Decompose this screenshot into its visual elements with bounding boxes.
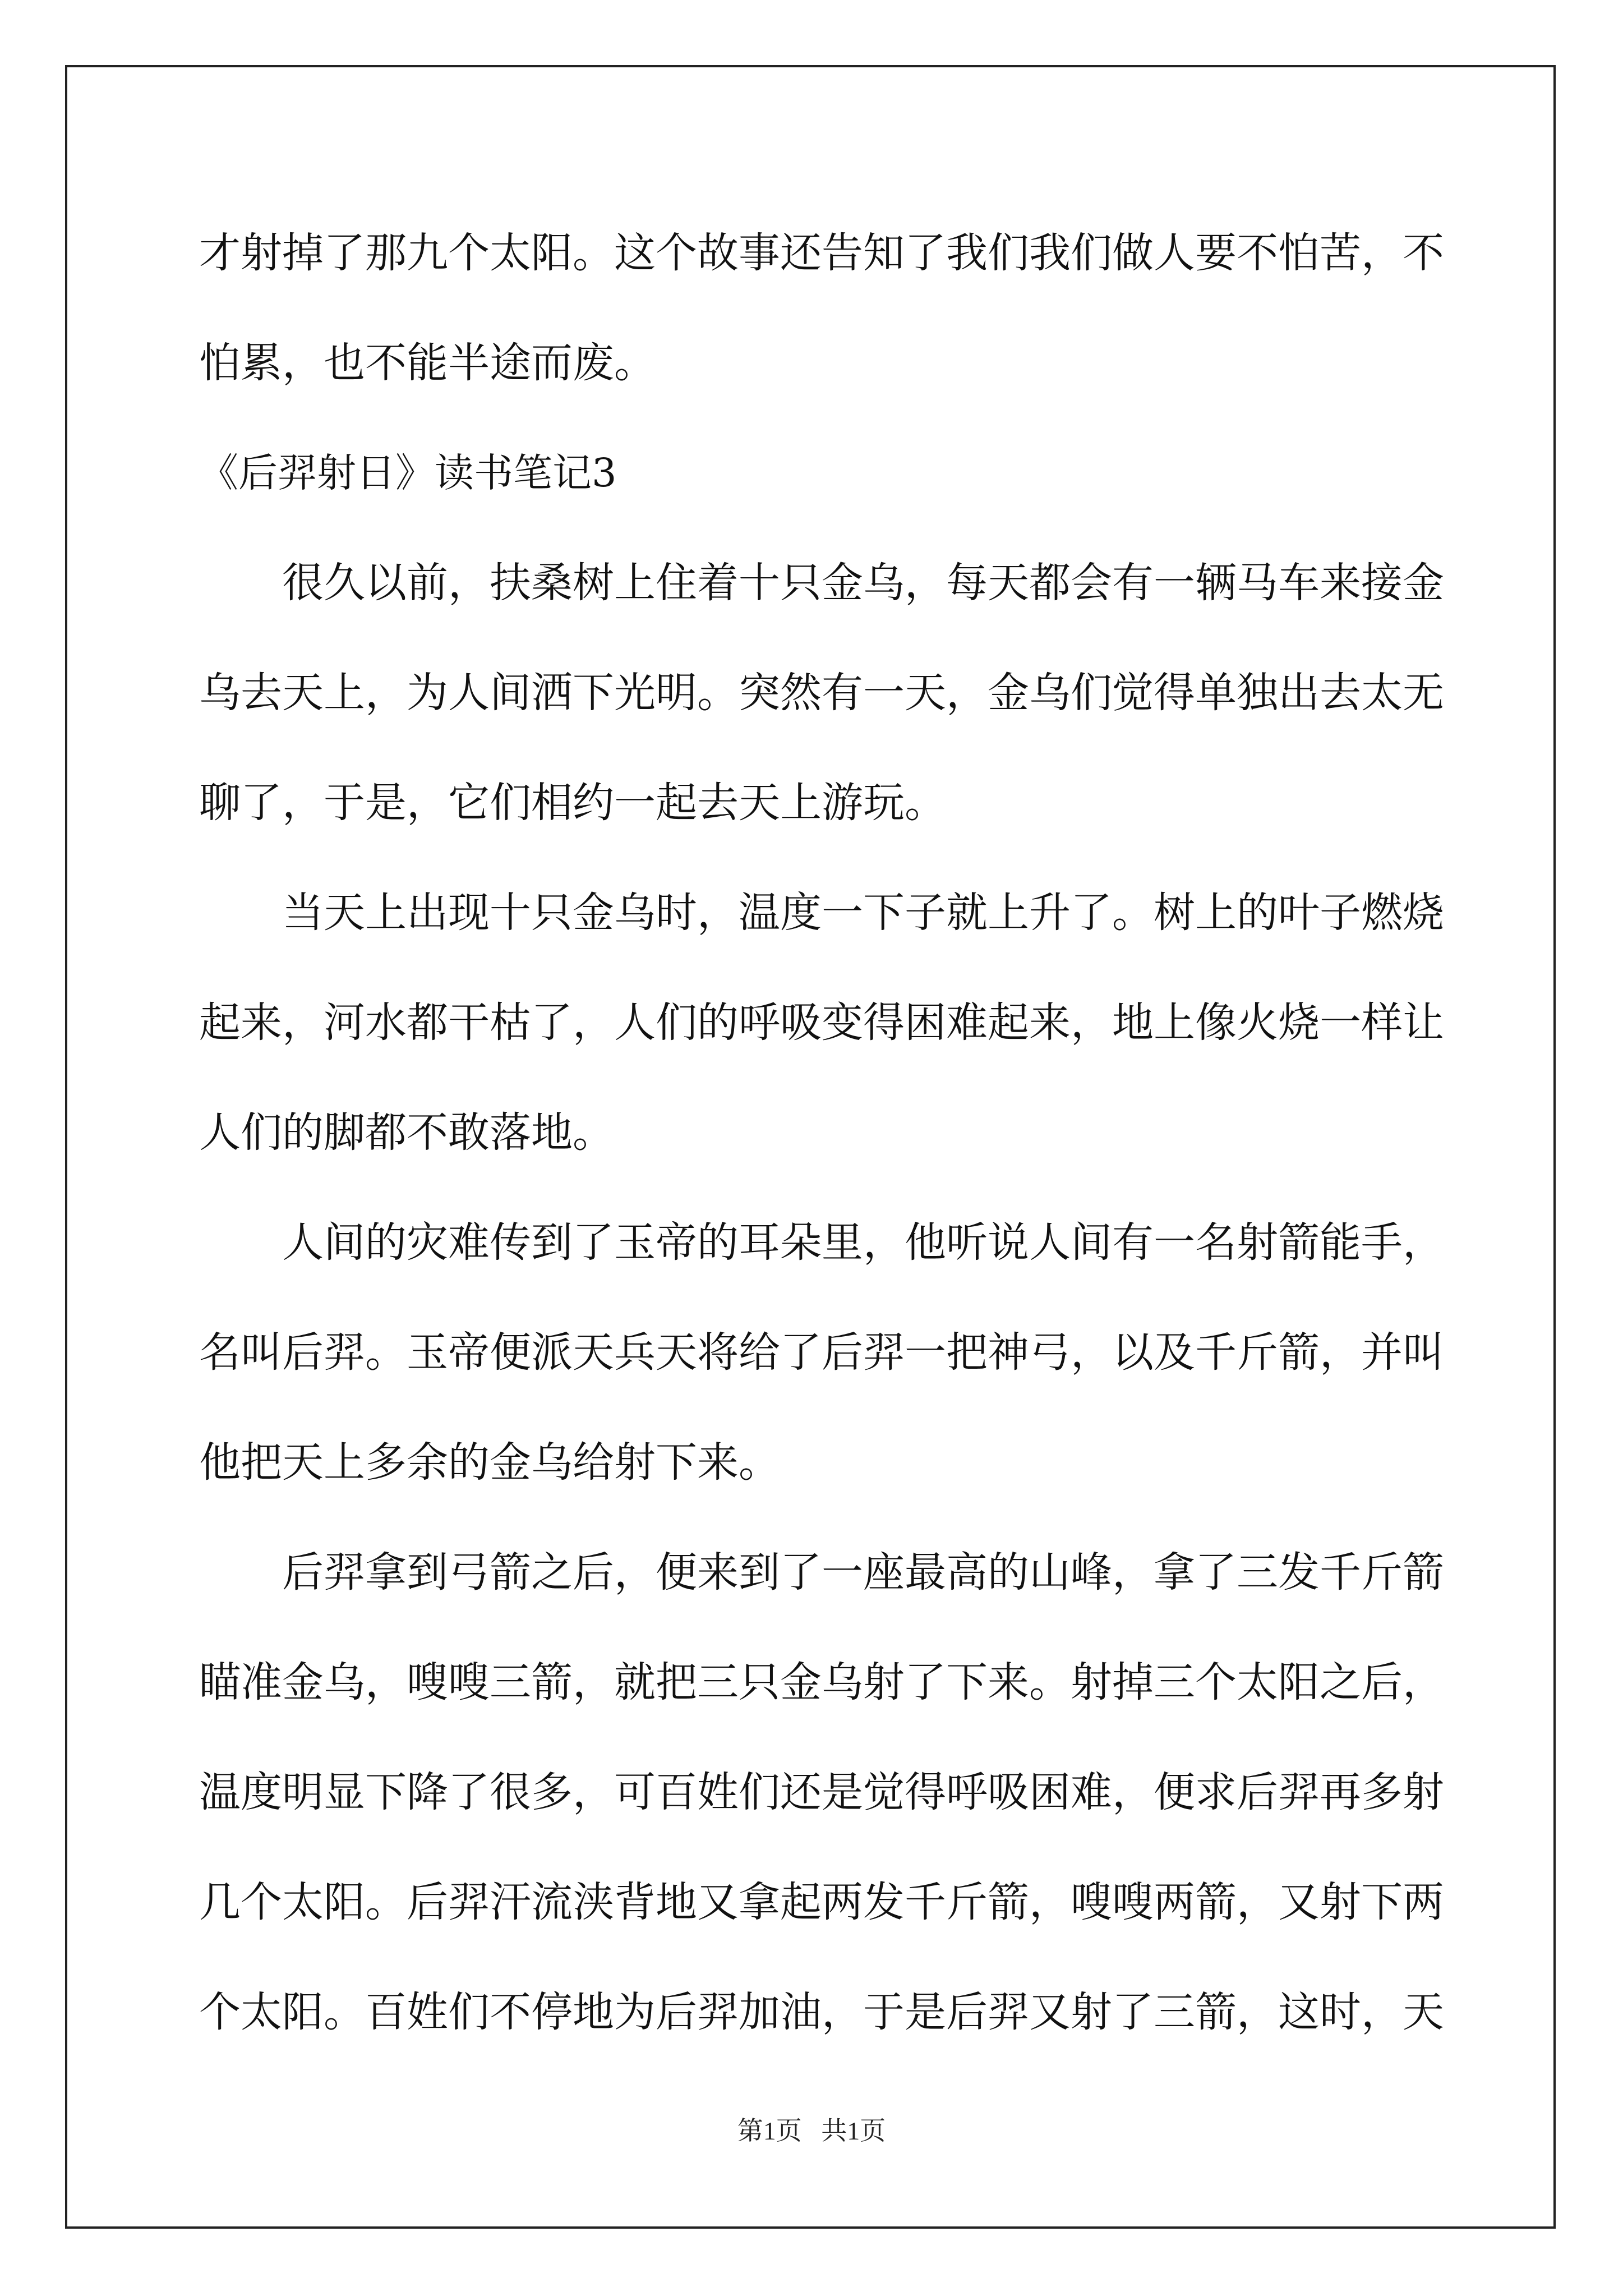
paragraph-first-line: 后羿拿到弓箭之后，便来到了一座最高的山峰，拿了三发千斤箭 (282, 1548, 1444, 1596)
page-number-footer: 第1页 共1页 (737, 2116, 886, 2145)
text-line: 起来，河水都干枯了，人们的呼吸变得困难起来，地上像火烧一样让 (199, 999, 1444, 1047)
text-line: 他把天上多余的金乌给射下来。 (199, 1438, 780, 1487)
text-line: 乌去天上，为人间洒下光明。突然有一天，金乌们觉得单独出去太无 (199, 669, 1444, 717)
paragraph-first-line: 人间的灾难传到了玉帝的耳朵里，他听说人间有一名射箭能手， (282, 1218, 1444, 1267)
text-line: 瞄准金乌，嗖嗖三箭，就把三只金乌射了下来。射掉三个太阳之后， (199, 1658, 1444, 1706)
text-line: 名叫后羿。玉帝便派天兵天将给了后羿一把神弓，以及千斤箭，并叫 (199, 1328, 1444, 1377)
section-heading: 《后羿射日》读书笔记3 (199, 450, 617, 496)
text-line: 才射掉了那九个太阳。这个故事还告知了我们我们做人要不怕苦，不 (199, 229, 1444, 277)
paragraph-first-line: 当天上出现十只金乌时，温度一下子就上升了。树上的叶子燃烧 (282, 889, 1444, 937)
text-line: 怕累，也不能半途而废。 (199, 339, 656, 387)
text-line: 人们的脚都不敢落地。 (199, 1108, 614, 1157)
text-line: 几个太阳。后羿汗流浃背地又拿起两发千斤箭，嗖嗖两箭，又射下两 (199, 1878, 1444, 1926)
text-line: 个太阳。百姓们不停地为后羿加油，于是后羿又射了三箭，这时，天 (199, 1988, 1444, 2036)
document-body (199, 205, 1444, 2074)
text-line: 聊了，于是，它们相约一起去天上游玩。 (199, 779, 946, 827)
text-line: 温度明显下降了很多，可百姓们还是觉得呼吸困难，便求后羿再多射 (199, 1768, 1444, 1816)
paragraph-first-line: 很久以前，扶桑树上住着十只金乌，每天都会有一辆马车来接金 (282, 559, 1444, 607)
